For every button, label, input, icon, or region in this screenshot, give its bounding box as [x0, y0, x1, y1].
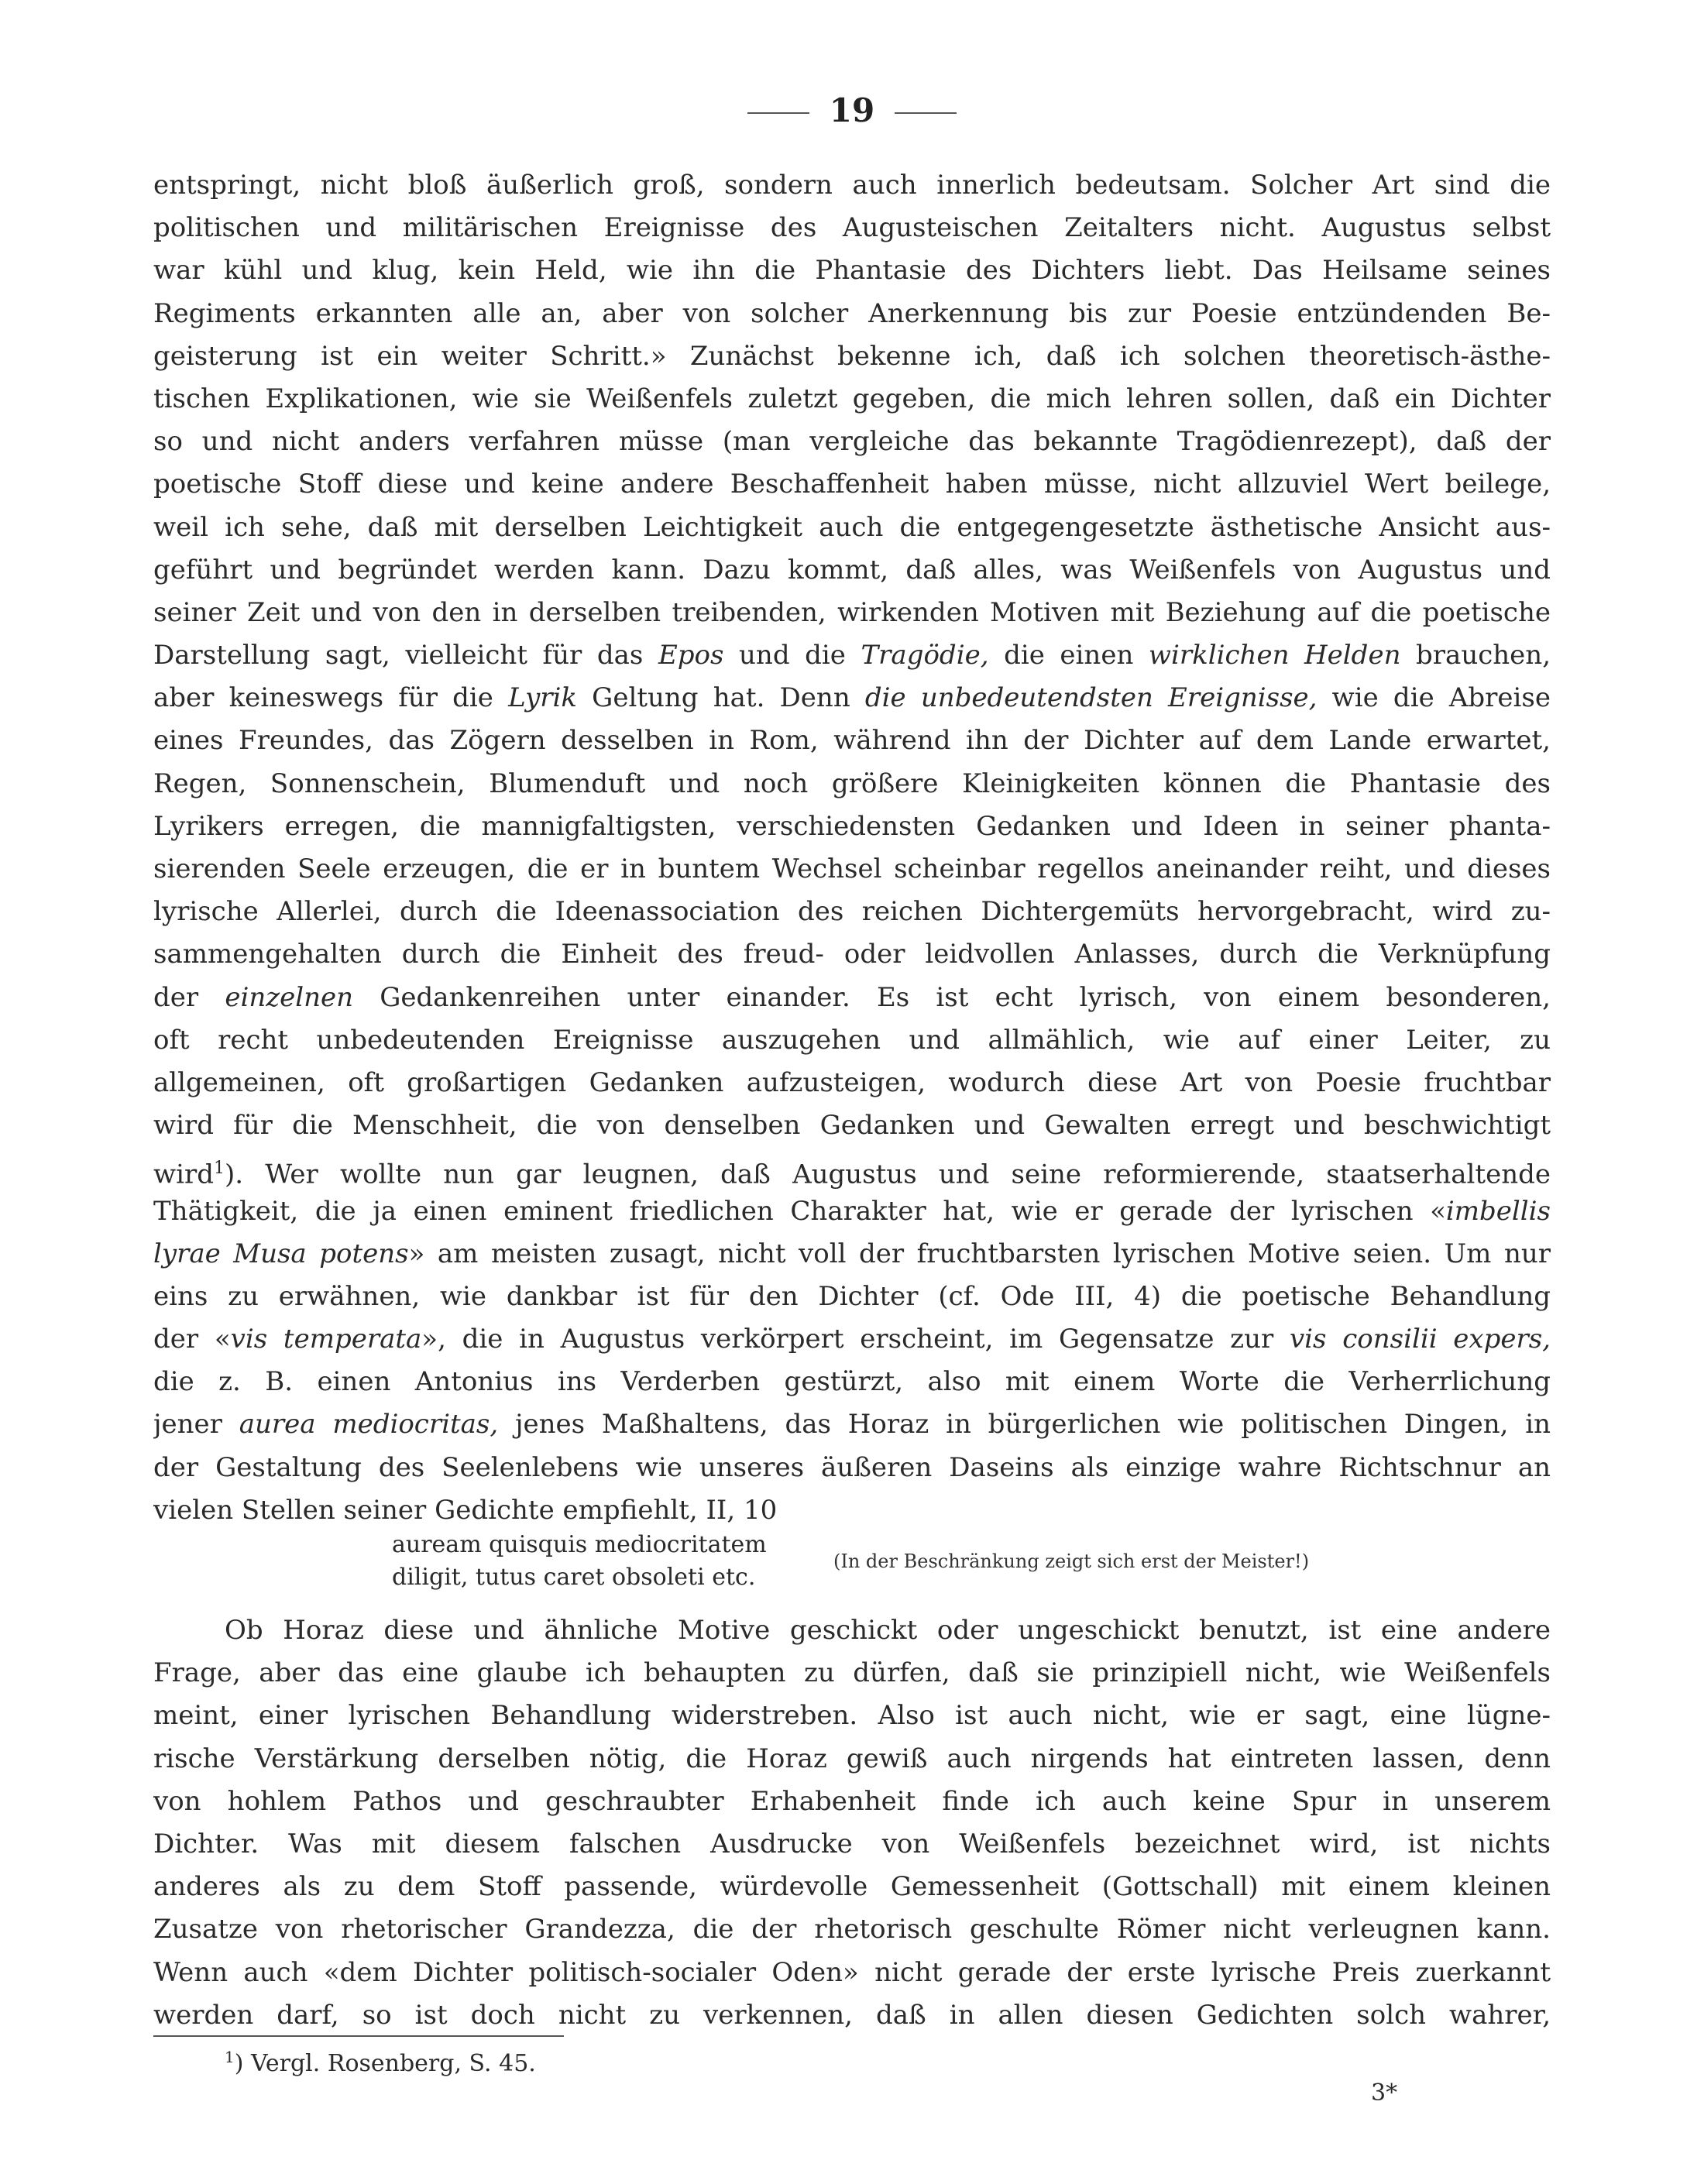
text-run: und die	[723, 640, 861, 671]
text-line: eins zu erwähnen, wie dankbar ist für den Dichter (cf. Ode III, 4) die poetische Behandlung	[153, 1280, 1551, 1312]
printer-signature: 3*	[1371, 2079, 1398, 2107]
text-line: werden darf, so ist doch nicht zu verkennen, daß in allen diesen Gedichten solch wahrer,	[153, 1999, 1551, 2031]
text-line: politischen und militärischen Ereignisse des Augusteischen Zeitalters nicht. Augustus selbst	[153, 212, 1551, 244]
text-line: der Gestaltung des Seelenlebens wie unseres äußeren Daseins als einzige wahre Richtschnur an	[153, 1451, 1551, 1483]
page-number: 19	[829, 91, 875, 129]
text-line: oft recht unbedeutenden Ereignisse auszugehen und allmählich, wie auf einer Leiter, zu	[153, 1024, 1551, 1056]
text-line: Ob Horaz diese und ähnliche Motive geschickt oder ungeschickt benutzt, ist eine andere	[225, 1615, 1551, 1646]
italic-text: imbellis	[1445, 1195, 1551, 1227]
text-line: vielen Stellen seiner Gedichte empfiehlt, II, 10	[153, 1494, 778, 1526]
text-line: wird für die Menschheit, die von denselben Gedanken und Gewalten erregt und beschwichtigt	[153, 1110, 1551, 1142]
text-run: Thätigkeit, die ja einen eminent friedlichen Charakter hat, wie er gerade der lyrischen «	[153, 1195, 1446, 1227]
text-line	[153, 977, 1551, 1019]
text-line: eines Freundes, das Zögern desselben in Rom, während ihn der Dichter auf dem Lande erwartet,	[153, 725, 1551, 757]
header-rule-right	[895, 112, 957, 114]
italic-text: aurea mediocritas,	[239, 1409, 499, 1441]
text-line	[153, 1147, 1551, 1190]
text-run: aber keineswegs für die	[153, 682, 509, 714]
text-line: lyrische Allerlei, durch die Ideenassociation des reichen Dichtergemüts hervorgebracht, wird zu-	[153, 896, 1551, 928]
text-line	[153, 677, 1551, 719]
text-line: rische Verstärkung derselben nötig, die Horaz gewiß auch nirgends hat eintreten lassen, denn	[153, 1743, 1551, 1774]
verse-annotation: (In der Beschränkung zeigt sich erst der Meister!)	[833, 1550, 1310, 1572]
text-line: Lyrikers erregen, die mannigfaltigsten, verschiedensten Gedanken und Ideen in seiner phanta-	[153, 810, 1551, 842]
text-line: meint, einer lyrischen Behandlung widerstreben. Also ist auch nicht, wie er sagt, eine lügne-	[153, 1700, 1551, 1732]
text-line: seiner Zeit und von den in derselben treibenden, wirkenden Motiven mit Beziehung auf die poetische	[153, 596, 1551, 628]
text-line	[153, 1233, 1551, 1276]
text-line: so und nicht anders verfahren müsse (man vergleiche das bekannte Tragödienrezept), daß der	[153, 426, 1551, 458]
footnote-rule	[153, 2035, 564, 2037]
text-line: sammengehalten durch die Einheit des freud- oder leidvollen Anlasses, durch die Verknüpfung	[153, 939, 1551, 970]
text-line: tischen Explikationen, wie sie Weißenfels zuletzt gegeben, die mich lehren sollen, daß ein Dichter	[153, 383, 1551, 414]
text-line: geführt und begründet werden kann. Dazu kommt, daß alles, was Weißenfels von Augustus und	[153, 554, 1551, 585]
italic-text: einzelnen	[225, 981, 354, 1013]
text-line: Frage, aber das eine glaube ich behaupten zu dürfen, daß sie prinzipiell nicht, wie Weißenfels	[153, 1657, 1551, 1689]
italic-text: Epos	[658, 640, 724, 671]
italic-text: die unbedeutendsten Ereignisse,	[864, 682, 1318, 714]
text-run: die einen	[988, 640, 1149, 671]
text-line: war kühl und klug, kein Held, wie ihn die Phantasie des Dichters liebt. Das Heilsame seines	[153, 255, 1551, 287]
text-line: Dichter. Was mit diesem falschen Ausdrucke von Weißenfels bezeichnet wird, ist nichts	[153, 1828, 1551, 1859]
text-run: Gedankenreihen unter einander. Es ist echt lyrisch, von einem besonderen,	[353, 981, 1551, 1013]
italic-text: vis temperata	[230, 1324, 422, 1355]
text-run: brauchen,	[1400, 640, 1551, 671]
text-line: die z. B. einen Antonius ins Verderben gestürzt, also mit einem Worte die Verherrlichung	[153, 1366, 1551, 1398]
italic-text: Lyrik	[508, 682, 578, 714]
text-run: der	[153, 981, 225, 1013]
text-line: poetische Stoff diese und keine andere Beschaffenheit haben müsse, nicht allzuviel Wert beilege,	[153, 469, 1551, 500]
text-line: anderes als zu dem Stoff passende, würdevolle Gemessenheit (Gottschall) mit einem kleinen	[153, 1871, 1551, 1903]
paragraph-1	[153, 164, 1551, 1532]
text-run: jener	[153, 1409, 239, 1441]
text-line	[153, 634, 1551, 677]
italic-text: lyrae Musa potens	[153, 1238, 409, 1269]
page-header	[0, 91, 1704, 129]
text-run: wie die Abreise	[1317, 682, 1551, 714]
text-run: Geltung hat. Denn	[577, 682, 865, 714]
text-line: allgemeinen, oft großartigen Gedanken aufzusteigen, wodurch diese Art von Poesie fruchtbar	[153, 1066, 1551, 1098]
italic-text: vis consilii expers,	[1289, 1324, 1551, 1355]
text-line: von hohlem Pathos und geschraubter Erhabenheit finde ich auch keine Spur in unserem	[153, 1785, 1551, 1817]
text-line: Zusatze von rhetorischer Grandezza, die der rhetorisch geschulte Römer nicht verleugnen kann.	[153, 1914, 1551, 1945]
footnote	[225, 2048, 536, 2077]
text-run: der «	[153, 1324, 231, 1355]
italic-text: wirklichen Helden	[1148, 640, 1401, 671]
text-run: ). Wer wollte nun gar leugnen, daß Augustus und seine reformierende, staatserhaltende	[225, 1159, 1551, 1190]
text-line: weil ich sehe, daß mit derselben Leichtigkeit auch die entgegengesetzte ästhetische Ansicht aus-	[153, 511, 1551, 543]
text-line: entspringt, nicht bloß äußerlich groß, sondern auch innerlich bedeutsam. Solcher Art sind die	[153, 170, 1551, 201]
text-run: wird	[153, 1159, 214, 1190]
text-run: Darstellung sagt, vielleicht für das	[153, 640, 658, 671]
text-line: Regiments erkannten alle an, aber von solcher Anerkennung bis zur Poesie entzündenden Be-	[153, 297, 1551, 329]
text-run: » am meisten zusagt, nicht voll der fruchtbarsten lyrischen Motive seien. Um nur	[408, 1238, 1551, 1269]
footnote-text: ) Vergl. Rosenberg, S. 45.	[234, 2050, 536, 2077]
italic-text: Tragödie,	[861, 640, 989, 671]
paragraph-2	[153, 1609, 1551, 2037]
text-run: jenes Maßhaltens, das Horaz in bürgerlichen wie politischen Dingen, in	[498, 1409, 1551, 1441]
verse-line: diligit, tutus caret obsoleti etc.	[392, 1564, 756, 1591]
text-line: sierenden Seele erzeugen, die er in buntem Wechsel scheinbar regellos aneinander reiht, und dieses	[153, 853, 1551, 884]
text-line	[153, 1318, 1551, 1361]
text-line: geisterung ist ein weiter Schritt.» Zunächst bekenne ich, daß ich solchen theoretisch-ästhe-	[153, 340, 1551, 372]
header-rule-left	[747, 112, 809, 114]
text-line	[153, 1403, 1551, 1446]
text-line	[153, 1190, 1551, 1233]
text-run: », die in Augustus verkörpert erscheint, im Gegensatze zur	[421, 1324, 1290, 1355]
footnote-mark: 1	[225, 2048, 235, 2066]
text-line: Wenn auch «dem Dichter politisch-socialer Oden» nicht gerade der erste lyrische Preis zuerkannt	[153, 1956, 1551, 1988]
text-line: Regen, Sonnenschein, Blumenduft und noch größere Kleinigkeiten können die Phantasie des	[153, 767, 1551, 799]
verse-line: auream quisquis mediocritatem	[392, 1531, 767, 1558]
footnote-reference[interactable]: 1	[214, 1159, 225, 1179]
